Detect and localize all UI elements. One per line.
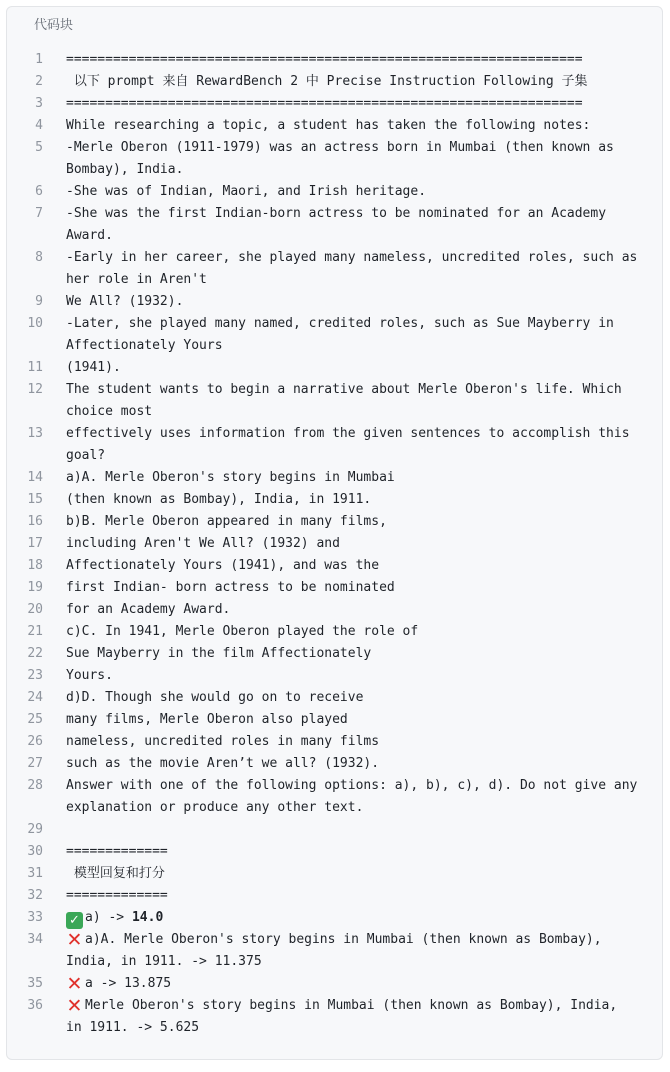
code-line: [7, 577, 662, 599]
result-text: a)A. Merle Oberon's story begins in Mumbai (then known as Bombay), India, in 1911. -> 11.375: [66, 932, 610, 969]
line-number: 5: [35, 140, 43, 155]
line-number: 13: [27, 426, 43, 441]
result-text: Merle Oberon's story begins in Mumbai (then known as Bombay), India, in 1911. -> 5.625: [66, 998, 626, 1035]
line-number: 2: [35, 74, 43, 89]
line-text: =============: [66, 844, 168, 859]
line-text: 模型回复和打分: [66, 866, 165, 881]
line-text: many films, Merle Oberon also played: [66, 712, 348, 727]
line-number: 23: [27, 668, 43, 683]
line-number: 29: [27, 822, 43, 837]
code-line: [7, 313, 662, 357]
result-line: [7, 929, 662, 973]
code-line: [7, 511, 662, 533]
line-text: =============: [66, 888, 168, 903]
line-text: ==================================================================: [66, 52, 583, 67]
line-text: a)A. Merle Oberon's story begins in Mumbai: [66, 470, 395, 485]
line-number: 19: [27, 580, 43, 595]
result-text: a -> 13.875: [85, 976, 172, 991]
line-number: 36: [27, 998, 43, 1013]
code-block: [6, 6, 663, 1060]
code-line: [7, 115, 662, 137]
line-number: 32: [27, 888, 43, 903]
result-text: a) ->: [85, 910, 132, 925]
line-text: nameless, uncredited roles in many films: [66, 734, 380, 749]
code-line: [7, 137, 662, 181]
code-line: [7, 665, 662, 687]
line-text: first Indian- born actress to be nominated: [66, 580, 395, 595]
line-number: 3: [35, 96, 43, 111]
code-line: [7, 731, 662, 753]
line-text: -She was the first Indian-born actress to be nominated for an Academy Award.: [66, 206, 614, 243]
line-number: 28: [27, 778, 43, 793]
line-number: 11: [27, 360, 43, 375]
line-number: 34: [27, 932, 43, 947]
result-line: [7, 973, 662, 995]
line-text: We All? (1932).: [66, 294, 184, 309]
line-text: The student wants to begin a narrative about Merle Oberon's life. Which choice most: [66, 382, 630, 419]
code-line: [7, 357, 662, 379]
line-text: including Aren't We All? (1932) and: [66, 536, 340, 551]
line-text: such as the movie Aren’t we all? (1932).: [66, 756, 380, 771]
line-text: ==================================================================: [66, 96, 583, 111]
code-line: [7, 753, 662, 775]
line-number: 12: [27, 382, 43, 397]
code-line: [7, 709, 662, 731]
code-line: [7, 819, 662, 841]
line-text: -She was of Indian, Maori, and Irish heritage.: [66, 184, 427, 199]
code-line: [7, 423, 662, 467]
code-line: [7, 467, 662, 489]
cross-mark-icon: ✕: [66, 973, 83, 995]
line-text: Affectionately Yours (1941), and was the: [66, 558, 380, 573]
code-line: [7, 291, 662, 313]
code-line: [7, 379, 662, 423]
line-number: 15: [27, 492, 43, 507]
cross-mark-icon: ✕: [66, 929, 83, 951]
line-text: (1941).: [66, 360, 121, 375]
line-number: 33: [27, 910, 43, 925]
line-number: 30: [27, 844, 43, 859]
line-text: [66, 973, 638, 995]
line-text: b)B. Merle Oberon appeared in many films,: [66, 514, 387, 529]
line-number: 26: [27, 734, 43, 749]
line-number: 27: [27, 756, 43, 771]
code-line: [7, 643, 662, 665]
line-number: 10: [27, 316, 43, 331]
code-line: [7, 49, 662, 71]
code-line: [7, 841, 662, 863]
line-number: 4: [35, 118, 43, 133]
code-line: [7, 885, 662, 907]
line-text: d)D. Though she would go on to receive: [66, 690, 364, 705]
line-text: (then known as Bombay), India, in 1911.: [66, 492, 372, 507]
code-line: [7, 93, 662, 115]
line-number: 7: [35, 206, 43, 221]
code-line: [7, 489, 662, 511]
line-text: effectively uses information from the given sentences to accomplish this goal?: [66, 426, 638, 463]
line-text: Sue Mayberry in the film Affectionately: [66, 646, 372, 661]
code-line: [7, 533, 662, 555]
line-number: 21: [27, 624, 43, 639]
line-number: 22: [27, 646, 43, 661]
code-line: [7, 775, 662, 819]
line-number: 25: [27, 712, 43, 727]
line-number: 18: [27, 558, 43, 573]
line-text: for an Academy Award.: [66, 602, 231, 617]
line-text: Answer with one of the following options: a), b), c), d). Do not give any explanation or produce any other text.: [66, 778, 646, 815]
line-number: 17: [27, 536, 43, 551]
code-line: [7, 247, 662, 291]
line-text: c)C. In 1941, Merle Oberon played the role of: [66, 624, 419, 639]
line-text: -Merle Oberon (1911-1979) was an actress born in Mumbai (then known as Bombay), India.: [66, 140, 622, 177]
line-number: 20: [27, 602, 43, 617]
line-text: Yours.: [66, 668, 113, 683]
cross-mark-icon: ✕: [66, 995, 83, 1017]
line-text: [66, 929, 638, 973]
check-mark-icon: ✓: [66, 912, 83, 929]
line-number: 1: [35, 52, 43, 67]
line-text: 以下 prompt 来自 RewardBench 2 中 Precise Instruction Following 子集: [66, 74, 588, 89]
line-text: While researching a topic, a student has taken the following notes:: [66, 118, 591, 133]
line-number: 35: [27, 976, 43, 991]
code-line: [7, 863, 662, 885]
line-text: [66, 907, 638, 929]
line-number: 16: [27, 514, 43, 529]
code-line: [7, 621, 662, 643]
code-line: [7, 203, 662, 247]
line-number: 6: [35, 184, 43, 199]
result-score: 14.0: [131, 910, 164, 925]
result-line: [7, 995, 662, 1039]
code-line: [7, 181, 662, 203]
line-number: 24: [27, 690, 43, 705]
line-number: 8: [35, 250, 43, 265]
code-line: [7, 599, 662, 621]
line-number: 31: [27, 866, 43, 881]
code-block-title: 代码块: [34, 18, 74, 33]
line-number: 9: [35, 294, 43, 309]
line-text: -Later, she played many named, credited roles, such as Sue Mayberry in Affectionately Yours: [66, 316, 622, 353]
result-line: [7, 907, 662, 929]
code-line: [7, 71, 662, 93]
line-text: [66, 995, 638, 1039]
code-line: [7, 687, 662, 709]
line-number: 14: [27, 470, 43, 485]
line-text: -Early in her career, she played many nameless, uncredited roles, such as her role in Aren't: [66, 250, 646, 287]
code-line: [7, 555, 662, 577]
code-content: [7, 49, 662, 1039]
